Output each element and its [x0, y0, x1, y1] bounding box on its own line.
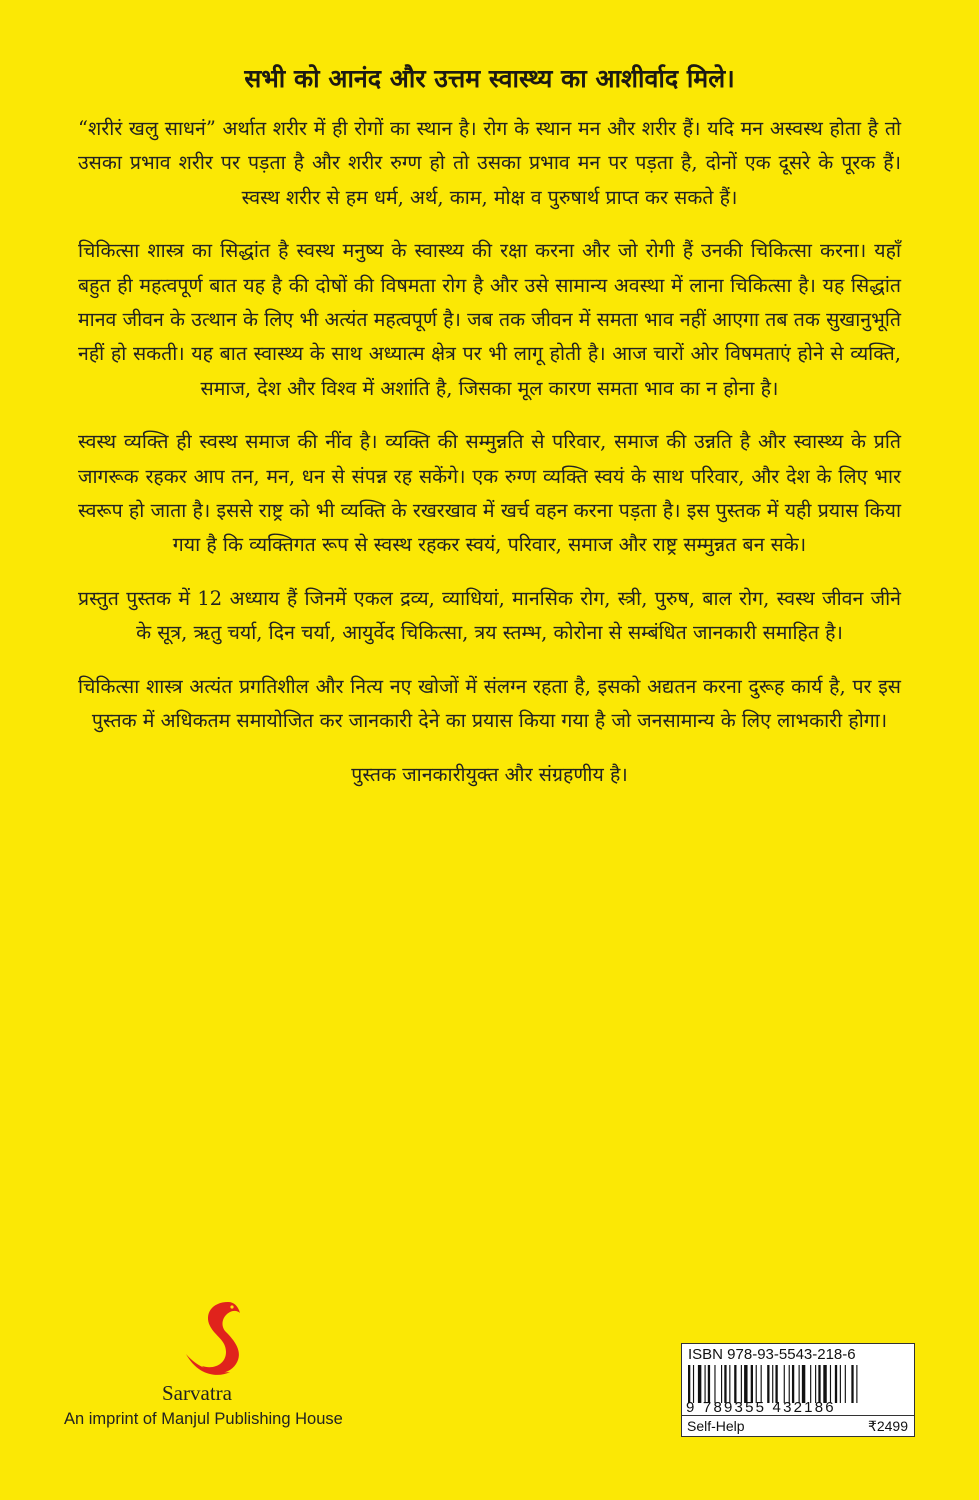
- barcode-bar: [835, 1365, 837, 1403]
- barcode-bar: [851, 1365, 853, 1403]
- price-label: ₹2499: [867, 1418, 908, 1434]
- barcode-bar: [815, 1365, 816, 1403]
- barcode-bar: [761, 1365, 762, 1403]
- barcode-bar: [810, 1365, 811, 1403]
- isbn-label: ISBN 978-93-5543-218-6: [688, 1346, 856, 1363]
- blurb-paragraph-3: स्वस्थ व्यक्ति ही स्वस्थ समाज की नींव है। व्यक्ति की सम्मुन्नति से परिवार, समाज की उन्नति है और स्वास्थ्य के प्रति जागरूक रहकर आप तन, मन, धन से संपन्न रह सकेंगे। एक रुग्ण व्यक्ति स्वयं के साथ परिवार, और देश के लिए भार स्वरूप हो जाता है। इससे राष्ट्र को भी व्यक्ति के रखरखाव में खर्च वहन करना पड़ता है। इस पुस्तक में यही प्रयास किया गया है कि व्यक्तिगत रूप से स्वस्थ रहकर स्वयं, परिवार, समाज और राष्ट्र सम्मुन्नत बन सके।: [78, 430, 901, 557]
- barcode-bar: [830, 1365, 831, 1403]
- blurb-paragraph-4: प्रस्तुत पुस्तक में 12 अध्याय हैं जिनमें एकल द्रव्य, व्याधियां, मानसिक रोग, स्त्री, पुरुष, बाल रोग, स्वस्थ जीवन जीने के सूत्र, ऋतु चर्या, दिन चर्या, आयुर्वेद चिकित्सा, त्रय स्तम्भ, कोरोना से सम्बंधित जानकारी समाहित है।: [78, 586, 901, 645]
- blurb-text: [78, 112, 901, 811]
- barcode-bar: [708, 1365, 710, 1403]
- publisher-tagline: An imprint of Manjul Publishing House: [64, 1410, 343, 1428]
- blurb-paragraph-6: पुस्तक जानकारीयुक्त और संग्रहणीय है।: [351, 762, 628, 786]
- barcode-bar: [751, 1365, 753, 1403]
- barcode-bar: [784, 1365, 785, 1403]
- barcode-bar: [845, 1365, 846, 1403]
- barcode-bar: [792, 1365, 794, 1403]
- barcode-bar: [734, 1365, 736, 1403]
- isbn-barcode-box: [681, 1343, 915, 1437]
- barcode-bar: [744, 1365, 747, 1403]
- cover-heading: सभी को आनंद और उत्तम स्वास्थ्य का आशीर्वाद मिले।: [244, 64, 735, 93]
- barcode-digits: 9 789355 432186: [686, 1399, 836, 1416]
- barcode-bar: [741, 1365, 742, 1403]
- barcode-bar: [714, 1365, 715, 1403]
- barcode-bar: [818, 1365, 820, 1403]
- barcode-bar: [721, 1365, 722, 1403]
- barcode-bar: [767, 1365, 769, 1403]
- swan-logo-icon: [182, 1296, 252, 1386]
- barcode-bar: [802, 1365, 805, 1403]
- barcode-bar: [705, 1365, 706, 1403]
- barcode-bar: [688, 1365, 690, 1403]
- barcode-bar: [693, 1365, 694, 1403]
- publisher-name: Sarvatra: [162, 1381, 232, 1405]
- barcode-bar: [729, 1365, 730, 1403]
- barcode-bar: [799, 1365, 800, 1403]
- barcode-bar: [698, 1365, 701, 1403]
- barcode-bar: [789, 1365, 790, 1403]
- barcode-bar: [823, 1365, 826, 1403]
- barcode-bar: [856, 1365, 857, 1403]
- blurb-paragraph-2: चिकित्सा शास्त्र का सिद्धांत है स्वस्थ मनुष्य के स्वास्थ्य की रक्षा करना और जो रोगी हैं उनकी चिकित्सा करना। यहाँ बहुत ही महत्वपूर्ण बात यह है की दोषों की विषमता रोग है और उसे सामान्य अवस्था में लाना चिकित्सा है। यह सिद्धांत मानव जीवन के उत्थान के लिए भी अत्यंत महत्वपूर्ण है। जब तक जीवन में समता भाव नहीं आएगा तब तक सुखानुभूति नहीं हो सकती। यह बात स्वास्थ्य के साथ अध्यात्म क्षेत्र पर भी लागू होती है। आज चारों ओर विषमताएं होने से व्यक्ति, समाज, देश और विश्व में अशांति है, जिसका मूल कारण समता भाव का न होना है।: [78, 239, 901, 400]
- barcode-bar: [772, 1365, 773, 1403]
- blurb-paragraph-5: चिकित्सा शास्त्र अत्यंत प्रगतिशील और नित्य नए खोजों में संलग्न रहता है, इसको अद्यतन करना दुरूह कार्य है, पर इस पुस्तक में अधिकतम समायोजित कर जानकारी देने का प्रयास किया गया है जो जनसामान्य के लिए लाभकारी होगा।: [78, 674, 901, 733]
- barcode-bars: [688, 1365, 908, 1403]
- blurb-paragraph-1: “शरीरं खलु साधनं” अर्थात शरीर में ही रोगों का स्थान है। रोग के स्थान मन और शरीर हैं। यदि मन अस्वस्थ होता है तो उसका प्रभाव शरीर पर पड़ता है और शरीर रुग्ण हो तो उसका प्रभाव मन पर पड़ता है, दोनों एक दूसरे के पूरक हैं। स्वस्थ शरीर से हम धर्म, अर्थ, काम, मोक्ष व पुरुषार्थ प्राप्त कर सकते हैं।: [78, 117, 901, 209]
- barcode-bar: [756, 1365, 757, 1403]
- barcode-bar: [840, 1365, 841, 1403]
- category-label: Self-Help: [687, 1418, 745, 1434]
- barcode-bar: [775, 1365, 777, 1403]
- barcode-footer: [682, 1415, 914, 1437]
- barcode-bar: [724, 1365, 726, 1403]
- publisher-logo: [64, 1296, 394, 1446]
